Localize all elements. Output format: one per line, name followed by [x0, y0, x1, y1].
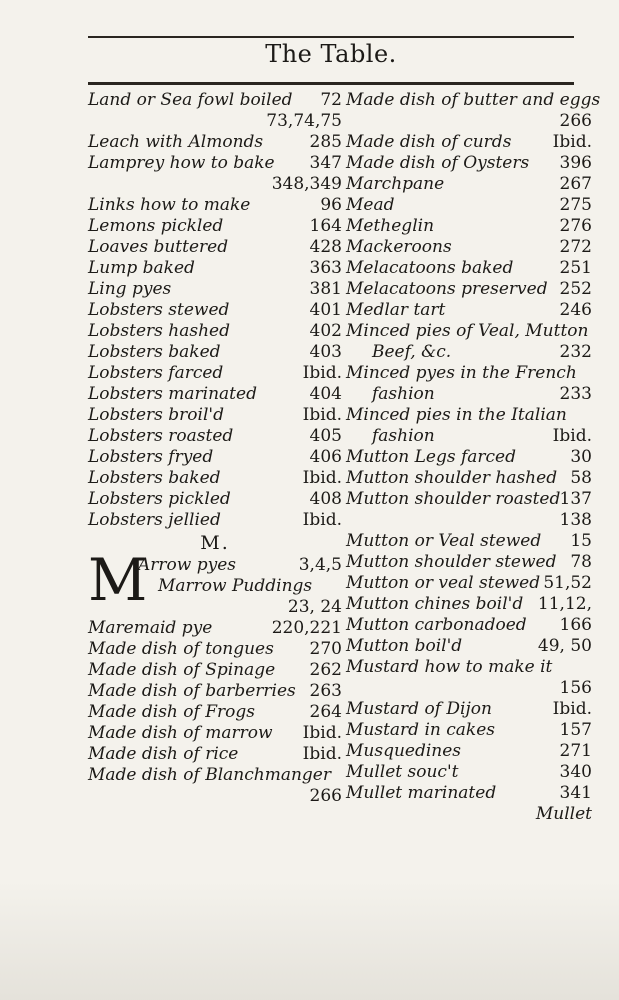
- page-number: 401: [309, 300, 342, 320]
- entry-text: fashion: [372, 384, 435, 404]
- entry-text: Melacatoons preserved: [346, 279, 548, 299]
- page-number: 3,4,5: [298, 555, 342, 575]
- index-entry: [88, 468, 342, 489]
- entry-text: Mutton shoulder roasted: [346, 489, 561, 509]
- entry-text: Lobsters stewed: [88, 300, 230, 320]
- page-number: 49, 50: [537, 636, 592, 656]
- entry-text: Arrow pyes: [138, 555, 236, 575]
- page-number: Ibid.: [552, 426, 592, 446]
- page-number: 402: [309, 321, 342, 341]
- page-number: 73,74,75: [266, 111, 342, 131]
- entry-text: Minced pies of Veal, Mutton: [346, 321, 589, 341]
- index-entry: [346, 531, 592, 552]
- page-number: Ibid.: [302, 744, 342, 764]
- entry-text: Land or Sea fowl boiled: [88, 90, 293, 110]
- page-number: 164: [309, 216, 342, 236]
- entry-text: Marrow Puddings: [158, 576, 313, 596]
- index-entry: [346, 552, 592, 573]
- page-number: 51,52: [543, 573, 592, 593]
- page-number: 363: [309, 258, 342, 278]
- index-entry: [88, 111, 342, 132]
- page-number: 266: [309, 786, 342, 806]
- entry-text: Made dish of curds: [346, 132, 512, 152]
- index-entry: [88, 426, 342, 447]
- page-number: 272: [559, 237, 592, 257]
- index-entry: [88, 510, 342, 531]
- page-number: 262: [309, 660, 342, 680]
- index-entry: [346, 615, 592, 636]
- entry-text: Made dish of rice: [88, 744, 239, 764]
- page-number: 267: [559, 174, 592, 194]
- page-number: 406: [309, 447, 342, 467]
- index-entry: [88, 342, 342, 363]
- section-heading: M.: [200, 532, 230, 554]
- index-entry: [88, 489, 342, 510]
- entry-text: Medlar tart: [346, 300, 446, 320]
- index-entry: [88, 555, 342, 576]
- page-number: 96: [320, 195, 342, 215]
- index-entry: [346, 384, 592, 405]
- entry-text: fashion: [372, 426, 435, 446]
- index-entry: [346, 111, 592, 132]
- page-number: 72: [320, 90, 342, 110]
- index-entry: [88, 132, 342, 153]
- index-entry: [88, 405, 342, 426]
- entry-text: Leach with Almonds: [88, 132, 264, 152]
- index-entry: [88, 195, 342, 216]
- entry-text: Lobsters roasted: [88, 426, 234, 446]
- page-number: 270: [309, 639, 342, 659]
- page-number: 285: [309, 132, 342, 152]
- page-number: 157: [559, 720, 592, 740]
- page-number: 15: [570, 531, 592, 551]
- entry-text: Made dish of Oysters: [346, 153, 530, 173]
- index-entry: [88, 723, 342, 744]
- index-entry: [346, 741, 592, 762]
- index-entry: [88, 321, 342, 342]
- entry-text: Maremaid pye: [88, 618, 213, 638]
- index-entry: [346, 237, 592, 258]
- page-number: Ibid.: [302, 510, 342, 530]
- page-number: Ibid.: [302, 468, 342, 488]
- page-number: 266: [559, 111, 592, 131]
- entry-text: Ling pyes: [88, 279, 172, 299]
- catchword-row: [346, 804, 592, 825]
- index-entry: [88, 618, 342, 639]
- entry-text: Made dish of Blanchmanger: [88, 765, 331, 785]
- index-entry: [88, 90, 342, 111]
- page-number: 220,221: [271, 618, 342, 638]
- entry-text: Made dish of butter and eggs: [346, 90, 601, 110]
- index-entry: [88, 153, 342, 174]
- page-number: 166: [559, 615, 592, 635]
- index-entry: [346, 216, 592, 237]
- entry-text: Lemons pickled: [88, 216, 224, 236]
- page-number: 11,12,: [537, 594, 592, 614]
- entry-text: Lobsters jellied: [88, 510, 221, 530]
- page-number: 276: [559, 216, 592, 236]
- entry-text: Mustard in cakes: [346, 720, 495, 740]
- page-number: Ibid.: [302, 363, 342, 383]
- index-entry: [346, 258, 592, 279]
- index-entry: [346, 657, 592, 678]
- index-entry: [88, 216, 342, 237]
- entry-text: Made dish of marrow: [88, 723, 273, 743]
- index-entry: [346, 699, 592, 720]
- index-entry: [346, 279, 592, 300]
- index-entry: [88, 597, 342, 618]
- page-number: 347: [309, 153, 342, 173]
- drop-cap: M: [88, 546, 148, 614]
- index-entry: [346, 363, 592, 384]
- index-entry: [346, 447, 592, 468]
- page-number: 396: [559, 153, 592, 173]
- page-number: 263: [309, 681, 342, 701]
- entry-text: Lobsters baked: [88, 342, 221, 362]
- page-number: 428: [309, 237, 342, 257]
- page-number: 138: [559, 510, 592, 530]
- entry-text: Mustard of Dijon: [346, 699, 492, 719]
- entry-text: Lobsters farced: [88, 363, 224, 383]
- top-rule: [88, 36, 574, 38]
- entry-text: Mutton Legs farced: [346, 447, 516, 467]
- index-entry: [346, 342, 592, 363]
- entry-text: Lobsters fryed: [88, 447, 214, 467]
- page-number: 264: [309, 702, 342, 722]
- entry-text: Marchpane: [346, 174, 445, 194]
- index-entry: [88, 744, 342, 765]
- entry-text: Mutton boil'd: [346, 636, 463, 656]
- entry-text: Loaves buttered: [88, 237, 229, 257]
- entry-text: Mutton or veal stewed: [346, 573, 541, 593]
- page-number: Ibid.: [302, 723, 342, 743]
- catchword: Mullet: [535, 804, 592, 824]
- page-title: The Table.: [265, 40, 397, 68]
- entry-text: Made dish of Frogs: [88, 702, 255, 722]
- page-number: 58: [570, 468, 592, 488]
- index-entry: [346, 174, 592, 195]
- index-entry: [346, 153, 592, 174]
- entry-text: Metheglin: [346, 216, 435, 236]
- entry-text: Lobsters baked: [88, 468, 221, 488]
- entry-text: Minced pies in the Italian: [346, 405, 567, 425]
- index-entry: [88, 639, 342, 660]
- page-number: 405: [309, 426, 342, 446]
- index-entry: [346, 594, 592, 615]
- index-entry: [346, 90, 601, 111]
- index-entry: [346, 510, 592, 531]
- page-number: 233: [559, 384, 592, 404]
- index-entry: [346, 762, 592, 783]
- left-column: [88, 90, 342, 807]
- entry-text: Musquedines: [346, 741, 462, 761]
- title-rule: [88, 82, 574, 85]
- page-number: 404: [309, 384, 342, 404]
- index-entry: [346, 720, 592, 741]
- entry-text: Lump baked: [88, 258, 195, 278]
- page-number: 408: [309, 489, 342, 509]
- entry-text: Mutton chines boil'd: [346, 594, 524, 614]
- index-entry: [346, 636, 592, 657]
- index-entry: [88, 363, 342, 384]
- page-number: 23, 24: [287, 597, 342, 617]
- index-entry: [88, 384, 342, 405]
- entry-text: Mustard how to make it: [346, 657, 553, 677]
- page-number: 275: [559, 195, 592, 215]
- index-entry: [88, 300, 342, 321]
- page-number: 381: [309, 279, 342, 299]
- entry-text: Made dish of tongues: [88, 639, 274, 659]
- entry-text: Mullet souc't: [346, 762, 459, 782]
- page-number: 348,349: [271, 174, 342, 194]
- entry-text: Lobsters pickled: [88, 489, 231, 509]
- entry-text: Lobsters broil'd: [88, 405, 224, 425]
- page-number: 232: [559, 342, 592, 362]
- index-entry: [88, 237, 342, 258]
- entry-text: Melacatoons baked: [346, 258, 514, 278]
- page-number: 340: [559, 762, 592, 782]
- page-number: Ibid.: [552, 132, 592, 152]
- index-entry: [346, 573, 592, 594]
- entry-text: Mutton shoulder stewed: [346, 552, 557, 572]
- index-entry: [346, 468, 592, 489]
- entry-text: Lamprey how to bake: [88, 153, 275, 173]
- index-entry: [88, 702, 342, 723]
- entry-text: Beef, &c.: [372, 342, 452, 362]
- page-number: Ibid.: [552, 699, 592, 719]
- index-entry: [88, 258, 342, 279]
- page-number: Ibid.: [302, 405, 342, 425]
- entry-text: Links how to make: [88, 195, 251, 215]
- index-entry: [88, 681, 342, 702]
- index-entry: [346, 195, 592, 216]
- index-entry: [88, 660, 342, 681]
- m-section: [88, 546, 342, 807]
- page-bottom-shading: [0, 880, 619, 1000]
- index-entry: [88, 765, 342, 786]
- index-entry: [88, 786, 342, 807]
- entry-text: Mutton carbonadoed: [346, 615, 527, 635]
- index-entry: [88, 279, 342, 300]
- entry-text: Lobsters hashed: [88, 321, 230, 341]
- page-number: 137: [559, 489, 592, 509]
- index-entry: [346, 132, 592, 153]
- index-entry: [346, 678, 592, 699]
- index-entry: [88, 447, 342, 468]
- page-number: 246: [559, 300, 592, 320]
- index-entry: [346, 426, 592, 447]
- page-number: 403: [309, 342, 342, 362]
- entry-text: Minced pyes in the French: [346, 363, 577, 383]
- entry-text: Lobsters marinated: [88, 384, 257, 404]
- right-column: [346, 90, 601, 825]
- page-number: 251: [559, 258, 592, 278]
- index-entry: [88, 576, 342, 597]
- index-entry: [346, 489, 592, 510]
- page-number: 78: [570, 552, 592, 572]
- page-number: 30: [570, 447, 592, 467]
- entry-text: Mullet marinated: [346, 783, 497, 803]
- page-number: 156: [559, 678, 592, 698]
- entry-text: Mead: [346, 195, 395, 215]
- entry-text: Made dish of barberries: [88, 681, 296, 701]
- index-entry: [346, 783, 592, 804]
- index-entry: [88, 174, 342, 195]
- index-entry: [346, 405, 592, 426]
- index-entry: [346, 321, 592, 342]
- page-number: 252: [559, 279, 592, 299]
- index-entry: [346, 300, 592, 321]
- entry-text: Mackeroons: [346, 237, 452, 257]
- entry-text: Made dish of Spinage: [88, 660, 276, 680]
- page-number: 271: [559, 741, 592, 761]
- entry-text: Mutton shoulder hashed: [346, 468, 558, 488]
- page-number: 341: [559, 783, 592, 803]
- entry-text: Mutton or Veal stewed: [346, 531, 542, 551]
